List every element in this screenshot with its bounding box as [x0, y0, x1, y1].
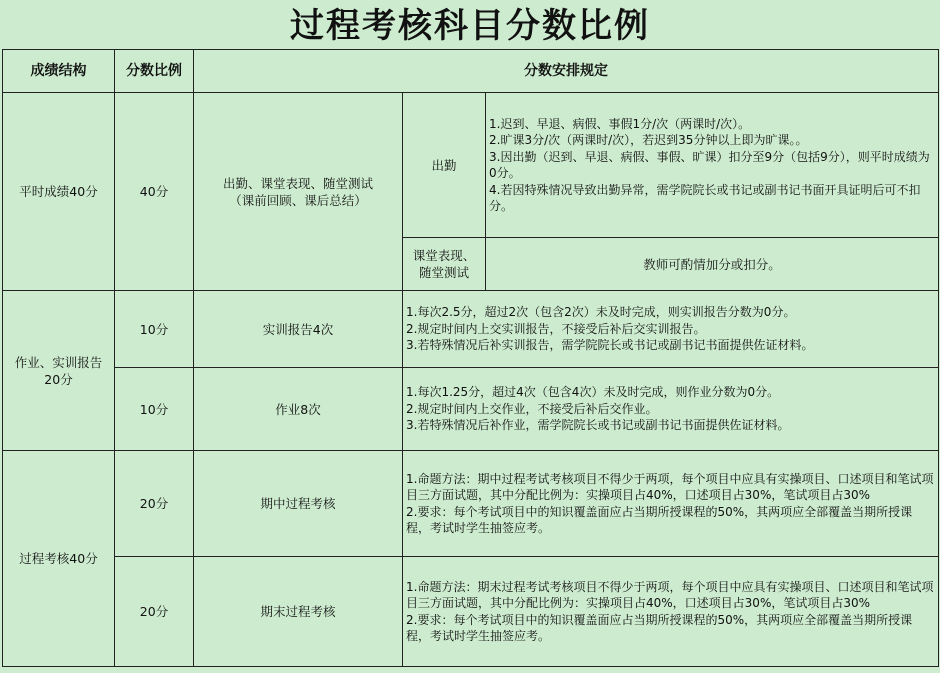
cell-ratio[interactable]: 10分	[115, 368, 194, 451]
rule-line: 1.每次2.5分，超过2次（包含2次）未及时完成，则实训报告分数为0分。	[406, 305, 796, 320]
cell-ratio[interactable]: 20分	[115, 557, 194, 667]
table-row	[3, 93, 939, 238]
table-row	[3, 368, 939, 451]
table-row	[3, 291, 939, 368]
cell-sub-attendance[interactable]: 出勤	[403, 93, 486, 238]
item-line: （课前回顾、课后总结）	[229, 192, 367, 208]
sub-line: 课堂表现、	[412, 248, 476, 263]
cell-item[interactable]: 作业8次	[194, 368, 403, 451]
cell-item[interactable]: 期末过程考核	[194, 557, 403, 667]
cell-item[interactable]: 实训报告4次	[194, 291, 403, 368]
table-row	[3, 557, 939, 667]
cell-ratio-regular[interactable]: 40分	[115, 93, 194, 291]
sub-line: 随堂测试	[418, 265, 469, 280]
rule-line: 2.规定时间内上交作业，不接受后补后交作业。	[406, 401, 658, 416]
cell-rules[interactable]	[403, 451, 939, 557]
rule-line: 1.命题方法：期中过程考试考核项目不得少于两项，每个项目中应具有实操项目、口述项目和笔试项目三方面试题，其中分配比例为：实操项目占40%，口述项目占30%，笔试项目占30%	[406, 471, 934, 502]
header-rules[interactable]: 分数安排规定	[194, 50, 939, 93]
cell-structure-process[interactable]: 过程考核40分	[3, 451, 115, 667]
cell-structure-regular[interactable]: 平时成绩40分	[3, 93, 115, 291]
header-ratio[interactable]: 分数比例	[115, 50, 194, 93]
cell-ratio[interactable]: 10分	[115, 291, 194, 368]
cell-rules[interactable]	[403, 557, 939, 667]
rule-line: 3.若特殊情况后补实训报告，需学院院长或书记或副书记书面提供佐证材料。	[406, 338, 814, 353]
cell-rules-attendance[interactable]	[486, 93, 939, 238]
rule-line: 3.若特殊情况后补作业，需学院院长或书记或副书记书面提供佐证材料。	[406, 418, 790, 433]
structure-line: 20分	[44, 371, 73, 387]
cell-rules-class-performance[interactable]: 教师可酌情加分或扣分。	[486, 238, 939, 291]
cell-structure-homework[interactable]	[3, 291, 115, 451]
rule-line: 4.若因特殊情况导致出勤异常，需学院院长或书记或副书记书面开具证明后可不扣分。	[489, 182, 921, 213]
cell-sub-class-performance[interactable]	[403, 238, 486, 291]
rule-line: 1.命题方法：期末过程考试考核项目不得少于两项，每个项目中应具有实操项目、口述项目和笔试项目三方面试题，其中分配比例为：实操项目占40%，口述项目占30%，笔试项目占30%	[406, 579, 934, 610]
cell-rules[interactable]	[403, 291, 939, 368]
structure-line: 作业、实训报告	[14, 354, 103, 370]
rule-line: 3.因出勤（迟到、早退、病假、事假、旷课）扣分至9分（包括9分），则平时成绩为0分。	[489, 149, 930, 180]
cell-ratio[interactable]: 20分	[115, 451, 194, 557]
cell-item[interactable]: 期中过程考核	[194, 451, 403, 557]
cell-rules[interactable]	[403, 368, 939, 451]
rule-line: 2.规定时间内上交实训报告，不接受后补后交实训报告。	[406, 321, 706, 336]
header-row	[3, 50, 939, 93]
rule-line: 1.每次1.25分，超过4次（包含4次）未及时完成，则作业分数为0分。	[406, 385, 780, 400]
rule-line: 2.要求：每个考试项目中的知识覆盖面应占当期所授课程的50%，其两项应全部覆盖当期所授课程，考试时学生抽签应考。	[406, 612, 913, 643]
rule-line: 2.旷课3分/次（两课时/次），若迟到35分钟以上即为旷课。。	[489, 133, 808, 147]
table-row	[3, 451, 939, 557]
item-line: 出勤、课堂表现、随堂测试	[222, 175, 373, 191]
rule-line: 1.迟到、早退、病假、事假1分/次（两课时/次）。	[489, 116, 751, 131]
page-title: 过程考核科目分数比例	[290, 6, 650, 46]
score-table	[2, 49, 939, 667]
header-structure[interactable]: 成绩结构	[3, 50, 115, 93]
cell-item-regular[interactable]	[194, 93, 403, 291]
rule-line: 2.要求：每个考试项目中的知识覆盖面应占当期所授课程的50%，其两项应全部覆盖当期所授课程，考试时学生抽签应考。	[406, 504, 913, 535]
